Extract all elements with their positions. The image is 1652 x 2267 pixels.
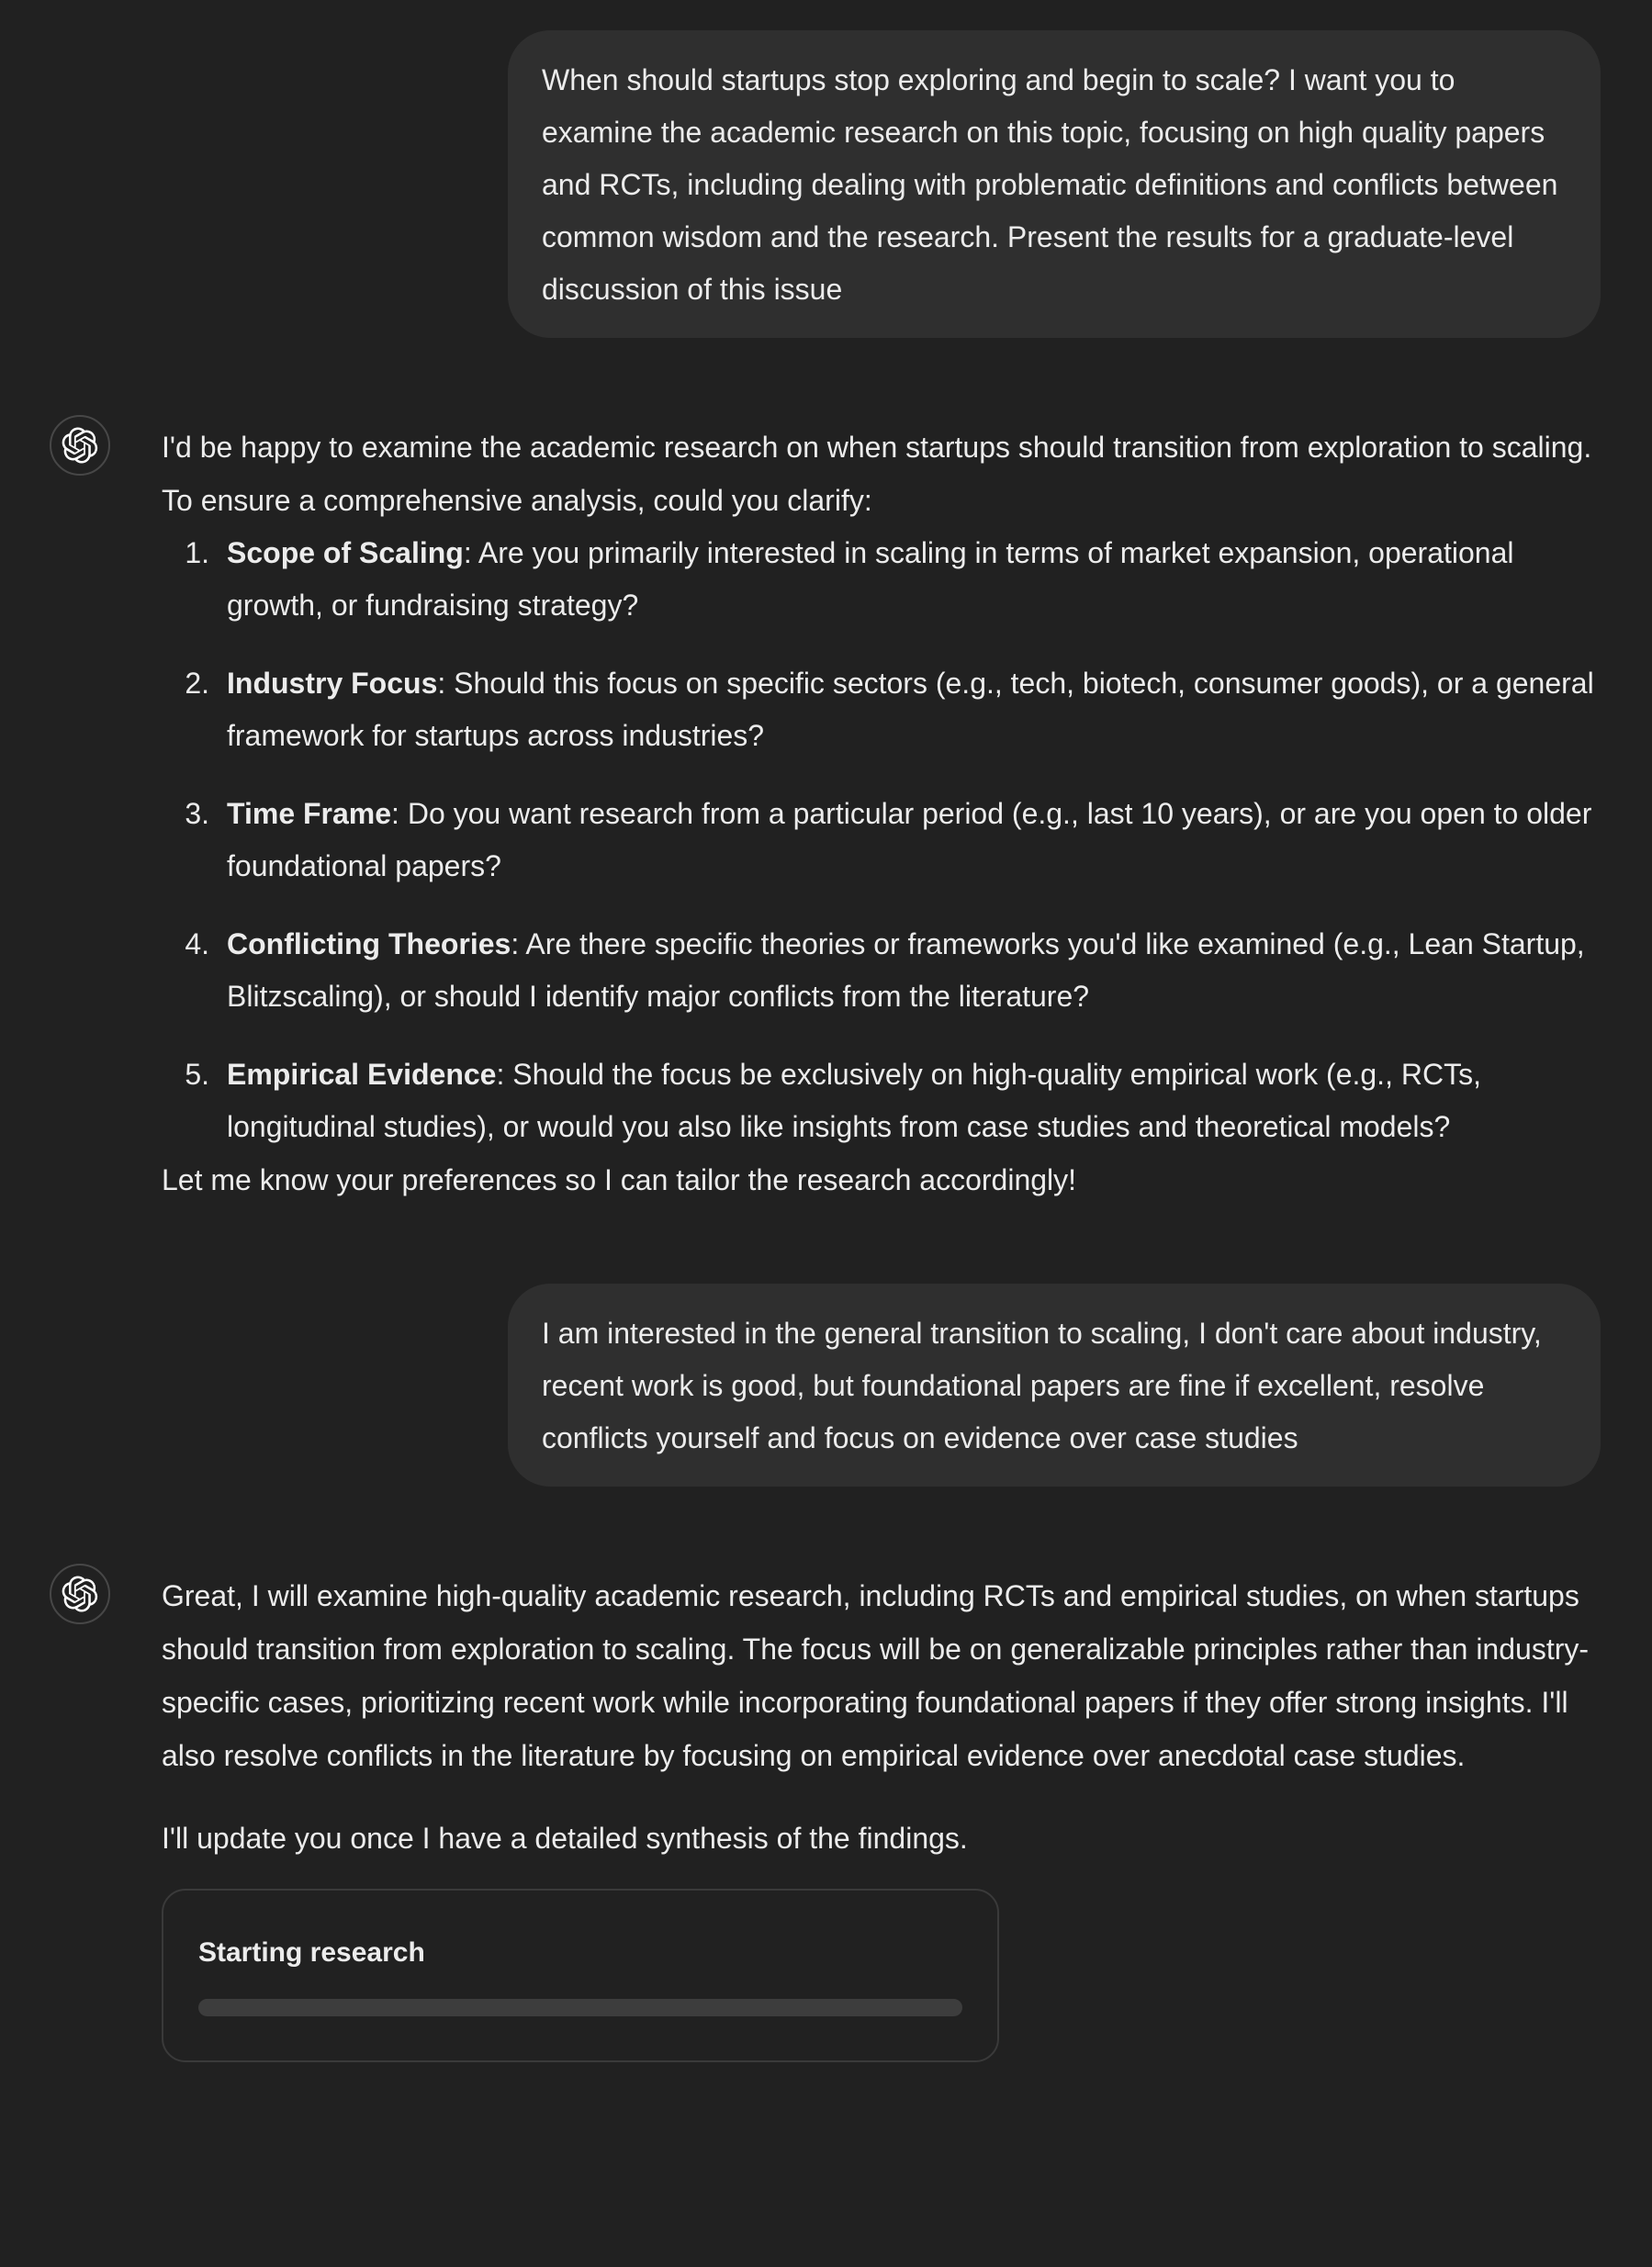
- list-item-number: 2.: [185, 667, 209, 700]
- assistant-avatar: [50, 415, 110, 476]
- list-item-label: Scope of Scaling: [227, 536, 464, 569]
- research-status-card[interactable]: [162, 1889, 999, 2062]
- assistant-avatar: [50, 1564, 110, 1624]
- list-item-text: : Should the focus be exclusively on high-quality empirical work (e.g., RCTs, longitudinal studies), or would you also like insights from case studies and theoretical models?: [227, 1058, 1481, 1143]
- user-message-text: When should startups stop exploring and begin to scale? I want you to examine the academic research on this topic, focusing on high quality papers and RCTs, including dealing with problematic definitions and conflicts between common wisdom and the research. Present the results for a graduate-level discussion of this issue: [542, 63, 1558, 306]
- list-item-number: 4.: [185, 927, 209, 960]
- openai-logo-icon: [62, 427, 98, 464]
- list-item: [162, 918, 1601, 1023]
- user-message-2: [50, 1284, 1601, 1487]
- openai-logo-icon: [62, 1576, 98, 1612]
- user-message-1: [50, 30, 1601, 338]
- research-status-title: Starting research: [198, 1937, 425, 1968]
- user-message-text: I am interested in the general transition to scaling, I don't care about industry, recent work is good, but foundational papers are fine if excellent, resolve conflicts yourself and focus on evidence over case studies: [542, 1317, 1542, 1454]
- assistant-intro-text: I'd be happy to examine the academic research on when startups should transition from exploration to scaling. To ensure a comprehensive analysis, could you clarify:: [162, 431, 1592, 517]
- assistant-paragraph: Great, I will examine high-quality academic research, including RCTs and empirical studies, on when startups should transition from exploration to scaling. The focus will be on generalizable principles rather than industry-specific cases, prioritizing recent work while incorporating foundational papers if they offer strong insights. I'll also resolve conflicts in the literature by focusing on empirical evidence over anecdotal case studies.: [162, 1579, 1590, 1772]
- list-item: [162, 527, 1601, 632]
- assistant-paragraph: I'll update you once I have a detailed synthesis of the findings.: [162, 1822, 968, 1855]
- list-item-text: : Are there specific theories or frameworks you'd like examined (e.g., Lean Startup, Blitzscaling), or should I identify major conflicts from the literature?: [227, 927, 1585, 1013]
- list-item: [162, 657, 1601, 762]
- list-item-label: Industry Focus: [227, 667, 438, 700]
- assistant-message-content: [162, 415, 1601, 1206]
- assistant-message-content: [162, 1564, 1601, 2062]
- list-item: [162, 788, 1601, 892]
- list-item-label: Empirical Evidence: [227, 1058, 497, 1091]
- assistant-message-2: [50, 1564, 1601, 2062]
- assistant-message-1: [50, 415, 1601, 1206]
- list-item-label: Time Frame: [227, 797, 392, 830]
- assistant-outro-text: Let me know your preferences so I can tailor the research accordingly!: [162, 1163, 1077, 1196]
- user-message-bubble: [508, 1284, 1601, 1487]
- list-item-number: 5.: [185, 1058, 209, 1091]
- list-item-text: : Do you want research from a particular period (e.g., last 10 years), or are you open to older foundational papers?: [227, 797, 1592, 882]
- list-item-label: Conflicting Theories: [227, 927, 511, 960]
- research-progress-bar: [198, 1999, 962, 2016]
- list-item-number: 3.: [185, 797, 209, 830]
- list-item-number: 1.: [185, 536, 209, 569]
- list-item: [162, 1049, 1601, 1153]
- list-item-text: : Are you primarily interested in scaling in terms of market expansion, operational growth, or fundraising strategy?: [227, 536, 1514, 622]
- list-item-text: : Should this focus on specific sectors (e.g., tech, biotech, consumer goods), or a general framework for startups across industries?: [227, 667, 1594, 752]
- user-message-bubble: [508, 30, 1601, 338]
- clarifying-questions-list: [162, 527, 1601, 1153]
